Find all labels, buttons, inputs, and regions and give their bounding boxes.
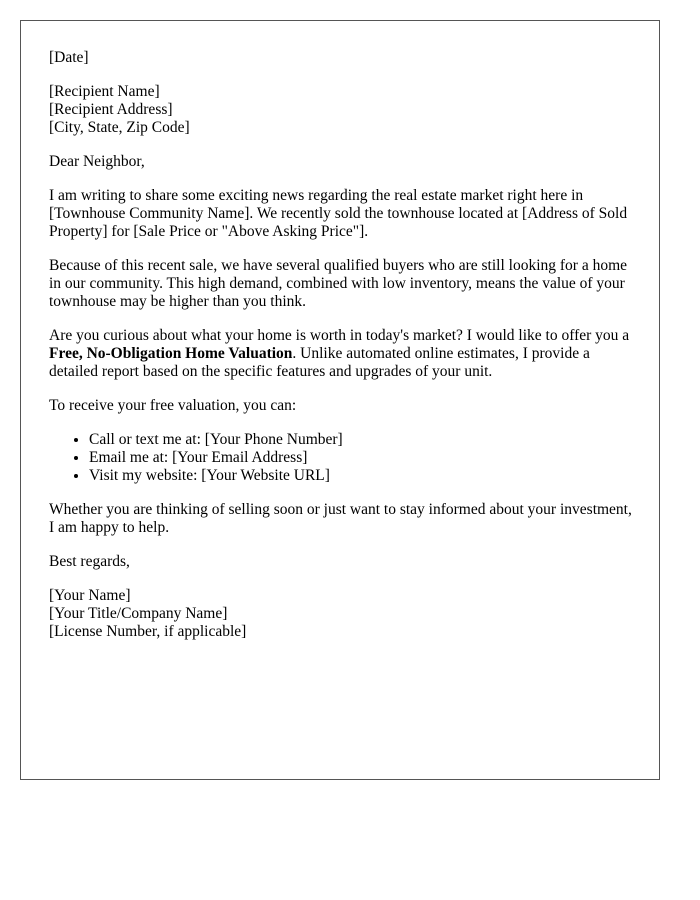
letter-date: [Date] xyxy=(49,49,89,66)
contact-option-email: • Email me at: [Your Email Address] xyxy=(89,449,639,467)
paragraph-valuation-offer xyxy=(49,327,639,381)
contact-option-phone: • Call or text me at: [Your Phone Number] xyxy=(89,431,639,449)
sender-title-company: [Your Title/Company Name] xyxy=(49,605,228,622)
recipient-name: [Recipient Name] xyxy=(49,83,160,100)
paragraph-contact-intro: To receive your free valuation, you can: xyxy=(49,397,297,414)
paragraph-intro: I am writing to share some exciting news regarding the real estate market right here in [Townhouse Community Name]. We recently sold the townhouse located at [Address of Sold Property] for [Sale Price or "Above Asking Price"]. xyxy=(49,187,628,240)
paragraph-closing-remark: Whether you are thinking of selling soon or just want to stay informed about your investment, I am happy to help. xyxy=(49,501,632,536)
recipient-address: [Recipient Address] xyxy=(49,101,173,118)
valuation-offer-lead: Are you curious about what your home is worth in today's market? I would like to offer you a xyxy=(49,327,630,344)
salutation: Dear Neighbor, xyxy=(49,153,145,170)
sender-name: [Your Name] xyxy=(49,587,131,604)
valuation-offer-tail: . Unlike automated online estimates, I provide a detailed report based on the specific features and upgrades of your unit. xyxy=(49,345,590,380)
sender-license: [License Number, if applicable] xyxy=(49,623,247,640)
contact-option-website: • Visit my website: [Your Website URL] xyxy=(89,467,639,485)
recipient-address-block xyxy=(49,83,639,137)
signature-block xyxy=(49,587,639,641)
valuation-offer-highlight: Free, No-Obligation Home Valuation xyxy=(49,345,293,362)
contact-options-list xyxy=(49,431,639,485)
recipient-city-state-zip: [City, State, Zip Code] xyxy=(49,119,190,136)
letter-page xyxy=(20,20,660,780)
closing: Best regards, xyxy=(49,553,130,570)
letter-body xyxy=(49,49,639,657)
paragraph-demand: Because of this recent sale, we have several qualified buyers who are still looking for a home in our community. This high demand, combined with low inventory, means the value of your townhouse may be higher than you think. xyxy=(49,257,628,310)
